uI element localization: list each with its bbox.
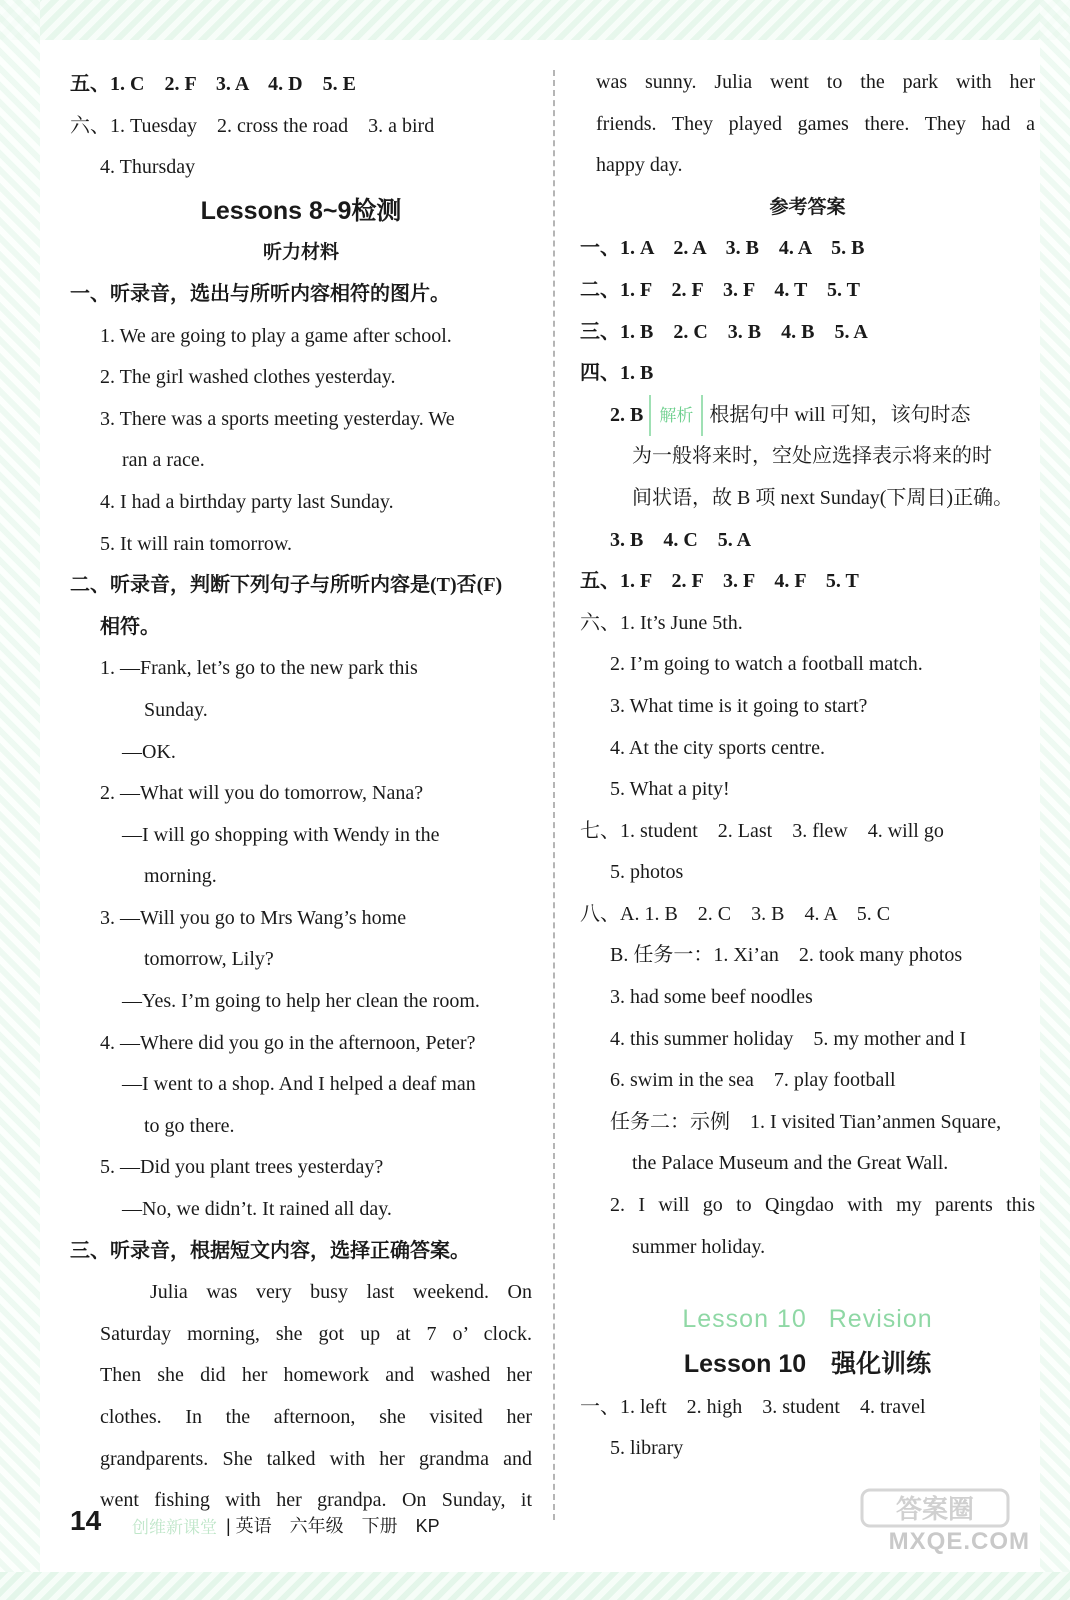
lesson-title: Lesson 10 强化训练	[683, 1349, 932, 1378]
answer-line: 二、1. F 2. F 3. F 4. T 5. T	[580, 278, 861, 301]
text-line: morning.	[144, 865, 217, 888]
answer-line: 6. swim in the sea 7. play football	[610, 1069, 896, 1092]
text-line: Sunday.	[144, 698, 208, 721]
answer-line: 3. B 4. C 5. A	[610, 528, 752, 551]
explanation-line: 为一般将来时，空处应选择表示将来的时	[632, 445, 992, 468]
answer-line: 一、1. left 2. high 3. student 4. travel	[580, 1395, 926, 1418]
lesson-banner-left: Lesson 10	[682, 1305, 807, 1334]
answer-line: 五、1. F 2. F 3. F 4. F 5. T	[580, 570, 859, 593]
answer-line: 任务二：示例 1. I visited Tian’anmen Square,	[610, 1110, 1002, 1133]
text-line: 4. —Where did you go in the afternoon, Peter?	[100, 1031, 476, 1054]
answer-line: 八、A. 1. B 2. C 3. B 4. A 5. C	[580, 902, 891, 925]
text-line: 2. The girl washed clothes yesterday.	[100, 366, 396, 389]
answer-line: 四、1. B	[580, 362, 654, 385]
answer-line: 4. this summer holiday 5. my mother and I	[610, 1027, 967, 1050]
series-logo: 创维新课堂	[132, 1518, 217, 1537]
answer-line: 七、1. student 2. Last 3. flew 4. will go	[580, 819, 944, 842]
answer-line: 4. At the city sports centre.	[610, 736, 825, 759]
svg-text:答案圈: 答案圈	[895, 1495, 975, 1525]
text-line: 3. There was a sports meeting yesterday. We	[100, 407, 455, 430]
section-title: Lessons 8~9检测	[200, 196, 402, 225]
decorative-right-border	[1040, 0, 1070, 1600]
passage-line: Then she did her homework and washed her	[100, 1364, 532, 1387]
left-column	[70, 64, 532, 1522]
text-line: 1. —Frank, let’s go to the new park this	[100, 657, 418, 680]
question-title: 三、听录音，根据短文内容，选择正确答案。	[70, 1239, 470, 1262]
text-line: 4. I had a birthday party last Sunday.	[100, 490, 394, 513]
lesson-banner-right: Revision	[828, 1305, 933, 1334]
question-title: 相符。	[100, 615, 160, 638]
passage-line: friends. They played games there. They had a	[596, 112, 1035, 135]
text-line: 5. It will rain tomorrow.	[100, 532, 293, 555]
explanation-text: 根据句中 will 可知，该句时态	[709, 403, 971, 426]
answer-line: 4. Thursday	[100, 156, 196, 179]
passage-line: happy day.	[596, 154, 683, 177]
answer-line: 3. What time is it going to start?	[610, 694, 868, 717]
passage-line: went fishing with her grandpa. On Sunday, it	[100, 1489, 532, 1512]
analysis-tag: 解析	[649, 395, 703, 437]
answer-line: summer holiday.	[632, 1235, 766, 1258]
decorative-bottom-border	[0, 1572, 1070, 1600]
text-line: tomorrow, Lily?	[144, 948, 274, 971]
answer-line: 2. I will go to Qingdao with my parents this	[610, 1194, 1035, 1217]
text-line: 5. —Did you plant trees yesterday?	[100, 1156, 384, 1179]
answer-line: 5. library	[610, 1437, 684, 1460]
text-line: —OK.	[122, 740, 176, 763]
text-line: 3. —Will you go to Mrs Wang’s home	[100, 906, 407, 929]
answer-line: 2. I’m going to watch a football match.	[610, 653, 923, 676]
lesson-banner	[580, 1299, 1035, 1341]
answers-title: 参考答案	[769, 196, 846, 218]
answer-line: 3. had some beef noodles	[610, 986, 813, 1009]
answer-line: 六、1. Tuesday 2. cross the road 3. a bird	[70, 114, 435, 137]
passage-line: Saturday morning, she got up at 7 o’ clock.	[100, 1322, 532, 1345]
answer-line: 六、1. It’s June 5th.	[580, 611, 743, 634]
answer-line: the Palace Museum and the Great Wall.	[632, 1152, 949, 1175]
question-title: 二、听录音，判断下列句子与所听内容是(T)否(F)	[70, 574, 503, 597]
right-column	[580, 62, 1035, 1470]
question-title: 一、听录音，选出与所听内容相符的图片。	[70, 282, 450, 305]
text-line: —I will go shopping with Wendy in the	[122, 823, 440, 846]
text-line: —I went to a shop. And I helped a deaf man	[122, 1073, 476, 1096]
answer-line: 三、1. B 2. C 3. B 4. B 5. A	[580, 320, 868, 343]
answer-line: 五、1. C 2. F 3. A 4. D 5. E	[70, 73, 356, 95]
text-line: to go there.	[144, 1114, 235, 1137]
passage-line: grandparents. She talked with her grandma and	[100, 1447, 532, 1470]
answer-line: 一、1. A 2. A 3. B 4. A 5. B	[580, 237, 865, 260]
page-number: 14	[70, 1505, 102, 1536]
column-divider	[553, 70, 555, 1520]
passage-line: Julia was very busy last weekend. On	[150, 1281, 532, 1304]
text-line: —No, we didn’t. It rained all day.	[122, 1198, 392, 1221]
answer-number: 2. B	[610, 403, 644, 426]
text-line: ran a race.	[122, 449, 205, 472]
listening-title: 听力材料	[262, 242, 339, 264]
watermark-seal-logo	[860, 1486, 1010, 1530]
passage-line: was sunny. Julia went to the park with her	[596, 71, 1035, 93]
answer-line: B. 任务一：1. Xi’an 2. took many photos	[610, 944, 963, 967]
passage-line: clothes. In the afternoon, she visited her	[100, 1406, 532, 1428]
text-line: 1. We are going to play a game after school.	[100, 324, 452, 347]
watermark-text: MXQE.COM	[888, 1528, 1030, 1555]
decorative-left-border	[0, 0, 40, 1600]
answer-line: 5. What a pity!	[610, 778, 730, 801]
answer-line: 5. photos	[610, 861, 684, 884]
explanation-line	[580, 395, 1035, 437]
explanation-line: 间状语，故 B 项 next Sunday(下周日)正确。	[632, 486, 1014, 509]
decorative-top-border	[0, 0, 1070, 40]
text-line: —Yes. I’m going to help her clean the room.	[122, 990, 480, 1013]
footer-info: | 英语 六年级 下册 KP	[226, 1516, 440, 1536]
text-line: 2. —What will you do tomorrow, Nana?	[100, 782, 424, 805]
